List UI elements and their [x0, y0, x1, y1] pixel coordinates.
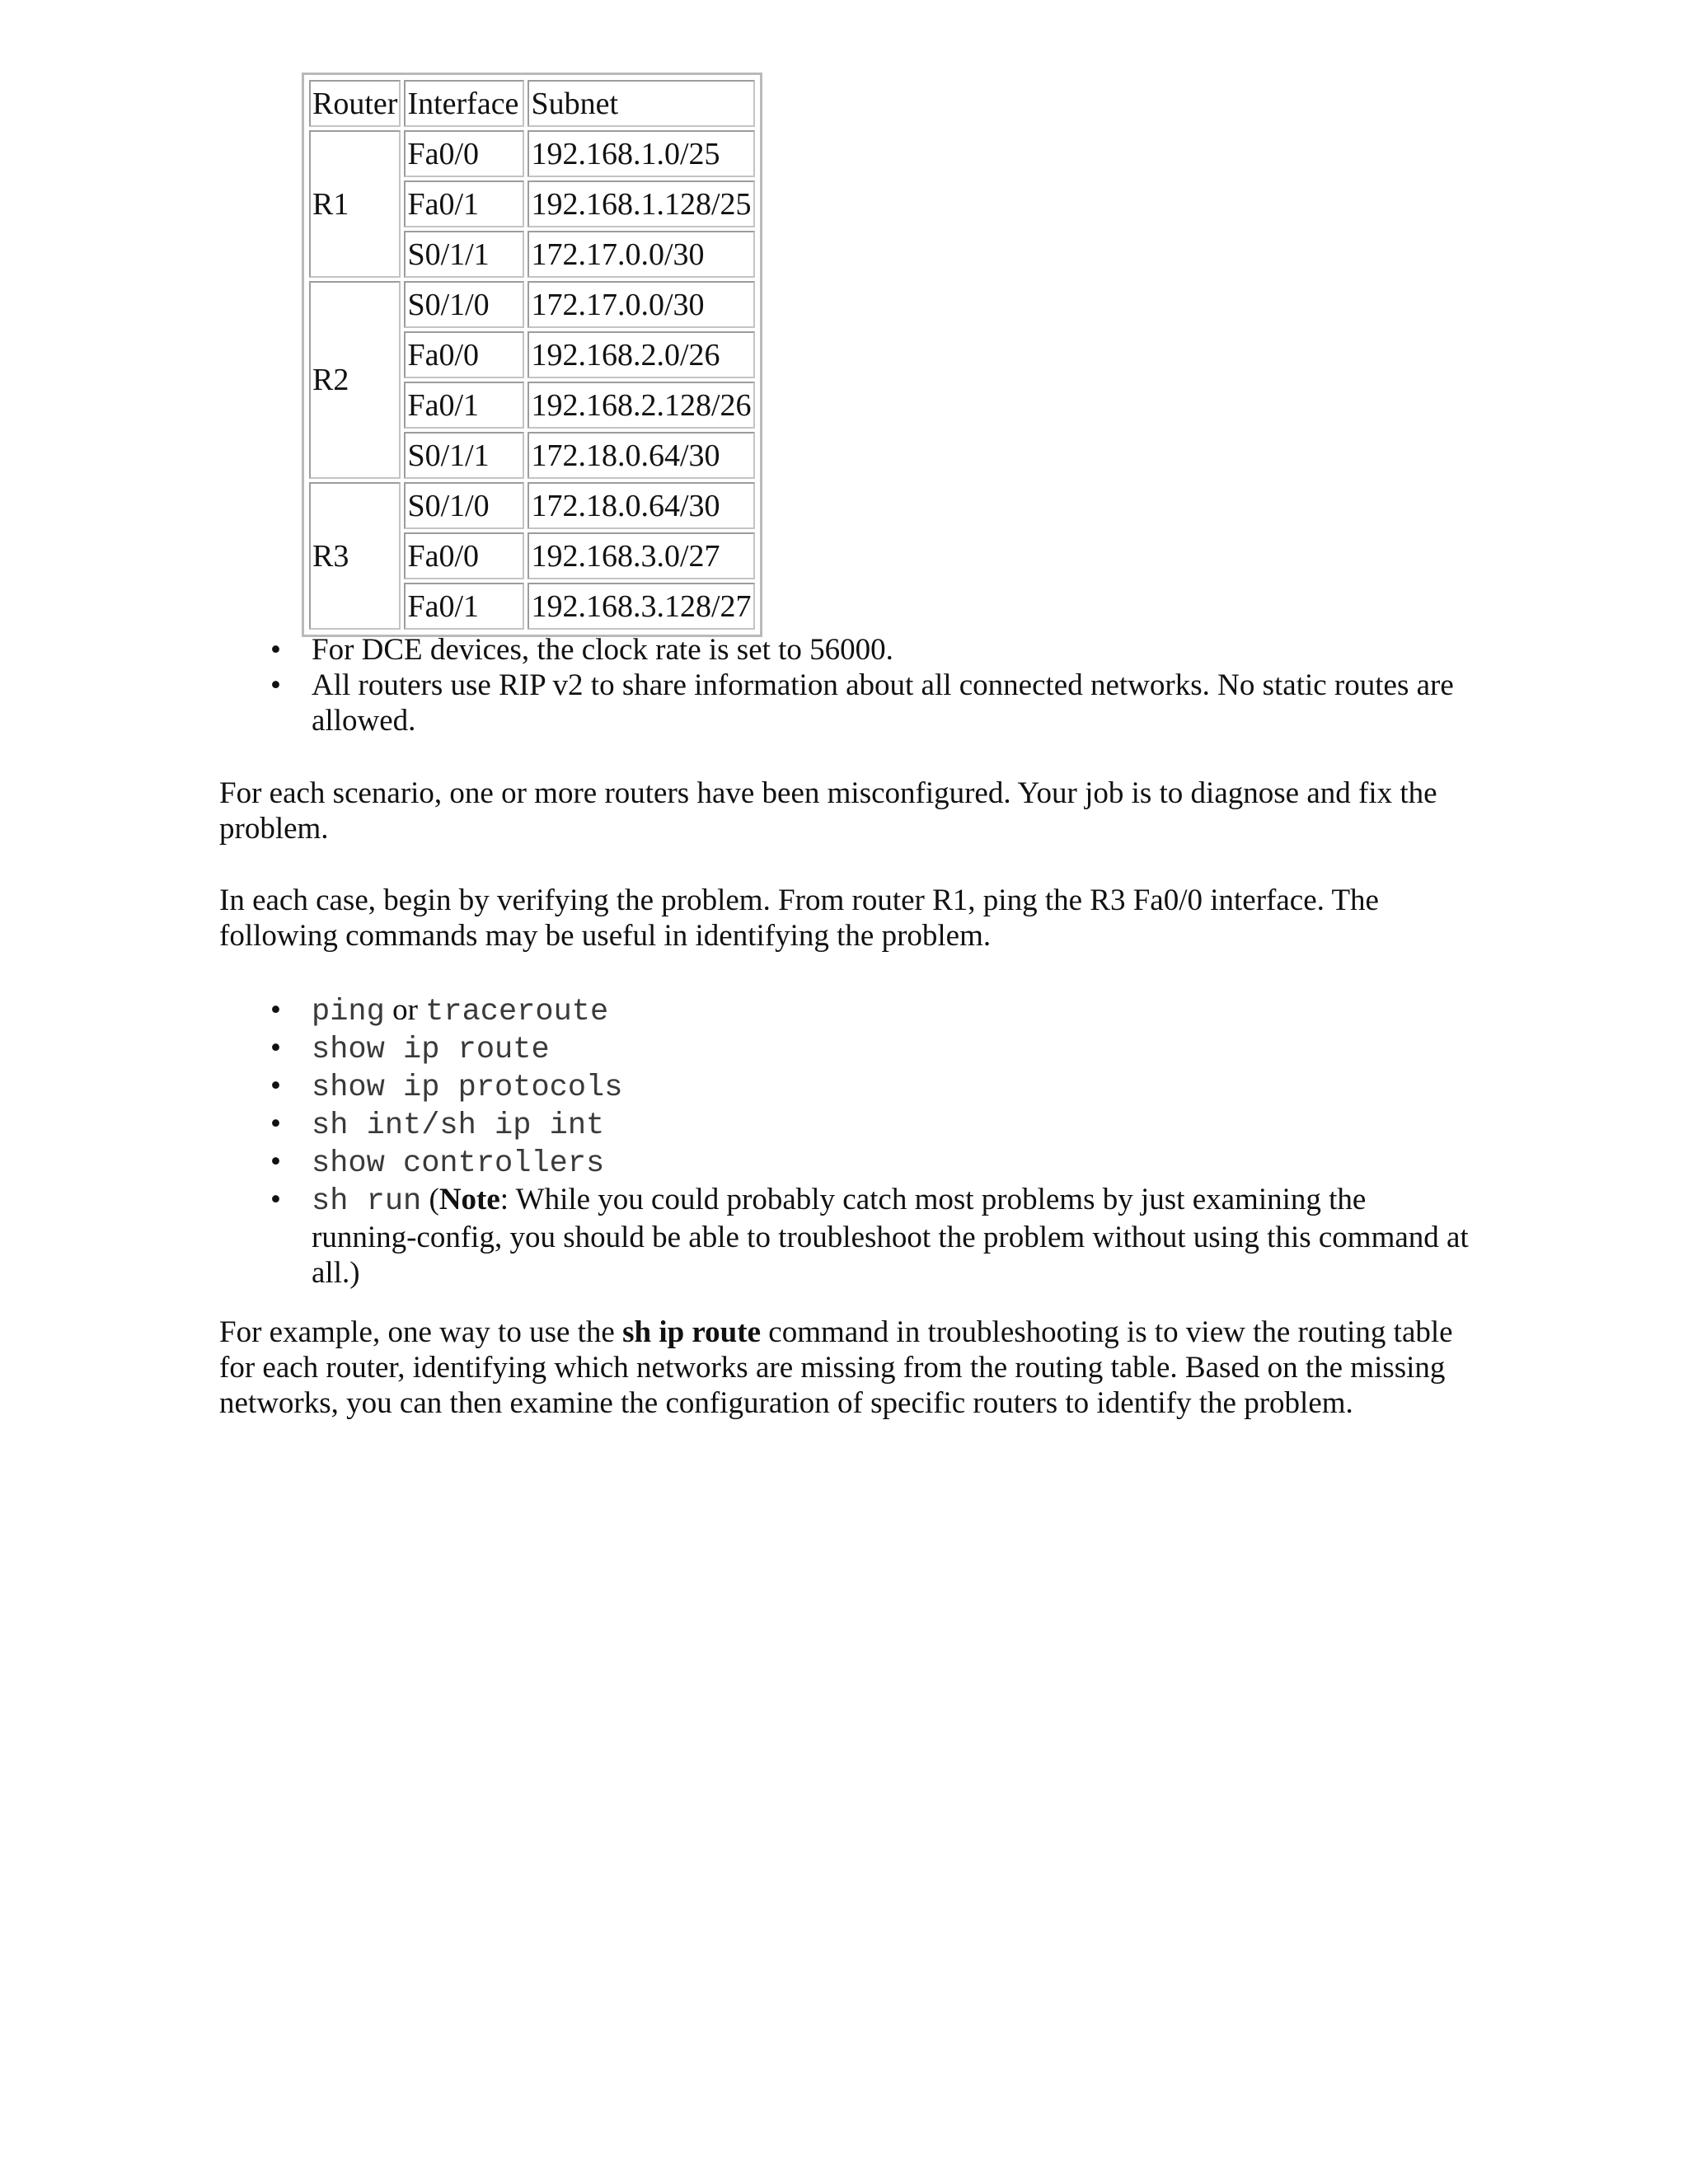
command-ping: ping — [312, 995, 385, 1029]
router-cell-r3: R3 — [309, 482, 401, 630]
bullet-icon: • — [270, 668, 281, 702]
bullet-icon: • — [270, 1069, 281, 1103]
command-show-ip-protocols: show ip protocols — [312, 1071, 623, 1105]
interface-cell: S0/1/1 — [404, 231, 524, 278]
bullet-icon: • — [270, 1145, 281, 1179]
list-item — [260, 668, 1472, 738]
subnet-cell: 172.18.0.64/30 — [528, 432, 754, 479]
interface-cell: Fa0/1 — [404, 583, 524, 630]
verify-paragraph: In each case, begin by verifying the problem. From router R1, ping the R3 Fa0/0 interface. The following commands may be useful in identifying the problem. — [219, 883, 1379, 953]
header-router: Router — [309, 80, 401, 127]
command-show-ip-route: show ip route — [312, 1033, 550, 1067]
interface-cell: S0/1/1 — [404, 432, 524, 479]
list-item — [260, 1144, 1472, 1182]
example-paragraph — [219, 1315, 1472, 1421]
subnet-cell: 192.168.3.0/27 — [528, 532, 754, 579]
note-text: : While you could probably catch most problems by just examining the running-config, you should be able to troubleshoot the problem without using this command at all.) — [312, 1183, 1469, 1290]
config-note-rip: All routers use RIP v2 to share information about all connected networks. No static routes are allowed. — [312, 668, 1454, 738]
list-item — [260, 1182, 1472, 1291]
header-subnet: Subnet — [528, 80, 754, 127]
command-separator: or — [384, 993, 426, 1027]
list-item — [260, 632, 1472, 668]
header-interface: Interface — [404, 80, 524, 127]
config-notes-list — [260, 632, 1472, 738]
command-sh-int: sh int/sh ip int — [312, 1108, 605, 1143]
list-item — [260, 992, 1472, 1030]
routing-table-frame — [302, 73, 762, 637]
interface-cell: Fa0/1 — [404, 382, 524, 429]
list-item — [260, 1068, 1472, 1106]
table-row — [309, 130, 755, 177]
router-cell-r2: R2 — [309, 281, 401, 479]
command-traceroute: traceroute — [425, 995, 609, 1029]
subnet-cell: 192.168.2.0/26 — [528, 331, 754, 378]
command-sh-run: sh run — [312, 1184, 422, 1219]
example-text-before: For example, one way to use the — [219, 1315, 623, 1349]
list-item — [260, 1030, 1472, 1068]
interface-cell: Fa0/0 — [404, 130, 524, 177]
bullet-icon: • — [270, 1031, 281, 1065]
note-open: ( — [421, 1183, 439, 1216]
command-show-controllers: show controllers — [312, 1146, 605, 1181]
bullet-icon: • — [270, 1107, 281, 1141]
list-item — [260, 1106, 1472, 1144]
example-text-after: command in troubleshooting is to view the routing table for each router, identifying which networks are missing from the routing table. Based on the missing networks, you can then examine the configuration of specific routers to identify the problem. — [219, 1315, 1453, 1420]
subnet-cell: 192.168.3.128/27 — [528, 583, 754, 630]
bullet-icon: • — [270, 1183, 281, 1216]
subnet-cell: 192.168.1.0/25 — [528, 130, 754, 177]
interface-cell: S0/1/0 — [404, 482, 524, 529]
bullet-icon: • — [270, 633, 281, 667]
interface-cell: Fa0/0 — [404, 532, 524, 579]
subnet-cell: 172.17.0.0/30 — [528, 281, 754, 328]
table-row — [309, 482, 755, 529]
config-note-dce: For DCE devices, the clock rate is set to 56000. — [312, 633, 893, 667]
example-command-bold: sh ip route — [622, 1315, 762, 1349]
note-label: Note — [438, 1183, 500, 1216]
table-header-row — [309, 80, 755, 127]
scenario-paragraph: For each scenario, one or more routers have been misconfigured. Your job is to diagnose and fix the problem. — [219, 776, 1437, 846]
router-cell-r1: R1 — [309, 130, 401, 278]
table-row — [309, 281, 755, 328]
subnet-cell: 192.168.2.128/26 — [528, 382, 754, 429]
subnet-cell: 192.168.1.128/25 — [528, 180, 754, 227]
interface-cell: S0/1/0 — [404, 281, 524, 328]
commands-list — [260, 992, 1472, 1291]
subnet-cell: 172.17.0.0/30 — [528, 231, 754, 278]
bullet-icon: • — [270, 993, 281, 1027]
interface-cell: Fa0/1 — [404, 180, 524, 227]
routing-table — [306, 77, 758, 633]
interface-cell: Fa0/0 — [404, 331, 524, 378]
subnet-cell: 172.18.0.64/30 — [528, 482, 754, 529]
